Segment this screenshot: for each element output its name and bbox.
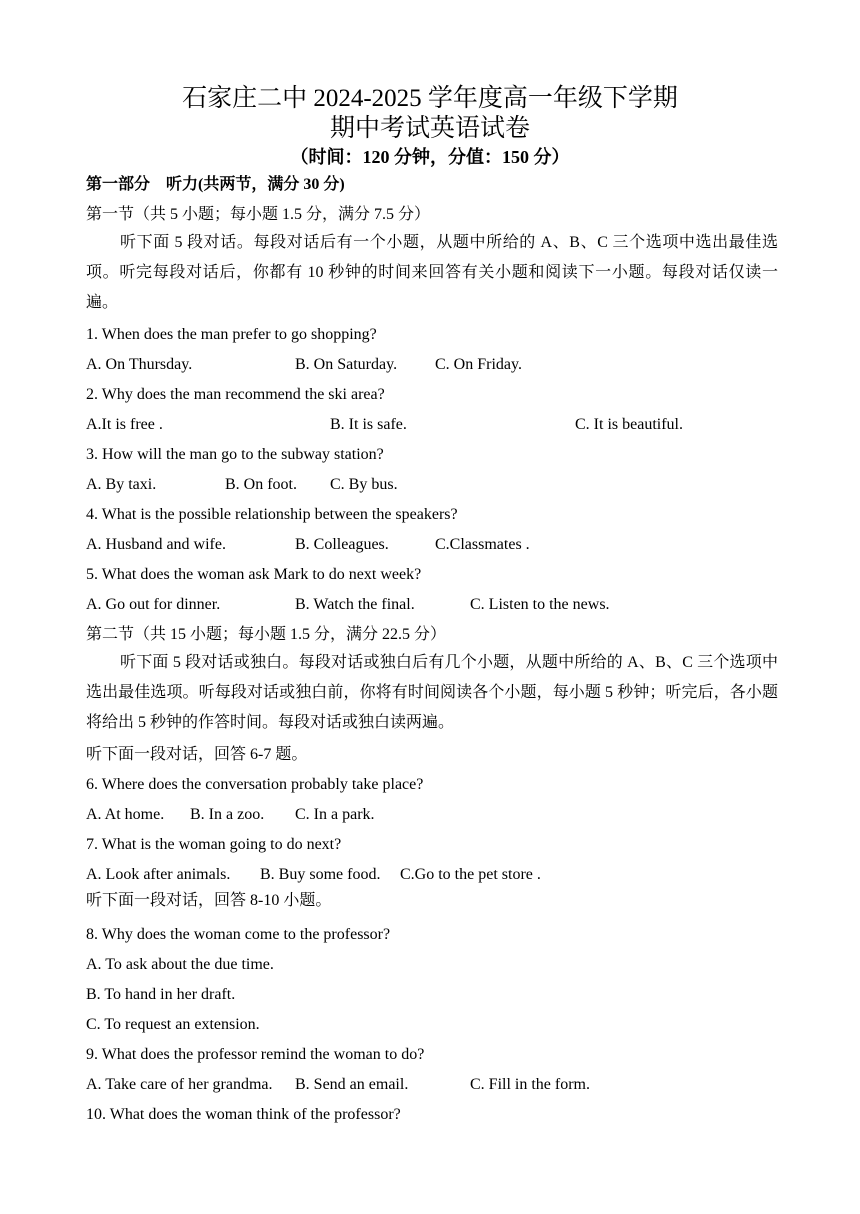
question-1: 1. When does the man prefer to go shopping? [86,326,377,343]
q8-option-b: B. To hand in her draft. [86,986,236,1003]
note-6-7: 听下面一段对话，回答 6-7 题。 [86,746,308,763]
q3-option-b: B. On foot. [225,476,297,493]
section1-heading: 第一节（共 5 小题；每小题 1.5 分，满分 7.5 分） [86,206,431,223]
q2-option-b: B. It is safe. [330,416,407,433]
q8-option-c: C. To request an extension. [86,1016,260,1033]
question-7: 7. What is the woman going to do next? [86,836,342,853]
question-4: 4. What is the possible relationship between the speakers? [86,506,458,523]
question-9: 9. What does the professor remind the woman to do? [86,1046,425,1063]
exam-subtitle: （时间：120 分钟，分值：150 分） [290,147,570,167]
exam-title-line1: 石家庄二中 2024-2025 学年度高一年级下学期 [182,85,678,112]
question-8: 8. Why does the woman come to the professor? [86,926,391,943]
q3-option-c: C. By bus. [330,476,398,493]
exam-title-line2: 期中考试英语试卷 [329,115,530,142]
q9-option-a: A. Take care of her grandma. [86,1076,273,1093]
q1-option-c: C. On Friday. [435,356,522,373]
q1-option-a: A. On Thursday. [86,356,193,373]
q6-option-c: C. In a park. [295,806,375,823]
note-8-10: 听下面一段对话，回答 8-10 小题。 [86,892,332,909]
question-10: 10. What does the woman think of the professor? [86,1106,401,1123]
q2-option-a: A.It is free . [86,416,163,433]
question-2: 2. Why does the man recommend the ski area? [86,386,385,403]
q2-option-c: C. It is beautiful. [575,416,683,433]
q7-option-c: C.Go to the pet store . [400,866,541,883]
q7-option-a: A. Look after animals. [86,866,231,883]
q3-option-a: A. By taxi. [86,476,157,493]
q4-option-a: A. Husband and wife. [86,536,226,553]
q1-option-b: B. On Saturday. [295,356,398,373]
q4-option-b: B. Colleagues. [295,536,389,553]
q9-option-b: B. Send an email. [295,1076,409,1093]
section1-instructions: 听下面 5 段对话。每段对话后有一个小题，从题中所给的 A、B、C 三个选项中选出最佳选项。听完每段对话后，你都有 10 秒钟的时间来回答有关小题和阅读下一小题。每段对话仅读一遍。 [86,234,778,311]
q4-option-c: C.Classmates . [435,536,530,553]
q8-option-a: A. To ask about the due time. [86,956,274,973]
section2-instructions: 听下面 5 段对话或独白。每段对话或独白后有几个小题，从题中所给的 A、B、C 三个选项中选出最佳选项。听每段对话或独白前，你将有时间阅读各个小题，每小题 5 秒钟；听完后，各小题将给出 5 秒钟的作答时间。每段对话或独白读两遍。 [86,654,778,731]
q5-option-b: B. Watch the final. [295,596,415,613]
q6-option-a: A. At home. [86,806,165,823]
q7-option-b: B. Buy some food. [260,866,381,883]
question-3: 3. How will the man go to the subway station? [86,446,384,463]
q9-option-c: C. Fill in the form. [470,1076,590,1093]
q5-option-a: A. Go out for dinner. [86,596,221,613]
q6-option-b: B. In a zoo. [190,806,265,823]
question-6: 6. Where does the conversation probably take place? [86,776,424,793]
q5-option-c: C. Listen to the news. [470,596,610,613]
question-5: 5. What does the woman ask Mark to do next week? [86,566,422,583]
part1-heading: 第一部分 听力(共两节，满分 30 分) [86,176,345,193]
section2-heading: 第二节（共 15 小题；每小题 1.5 分，满分 22.5 分） [86,626,447,643]
